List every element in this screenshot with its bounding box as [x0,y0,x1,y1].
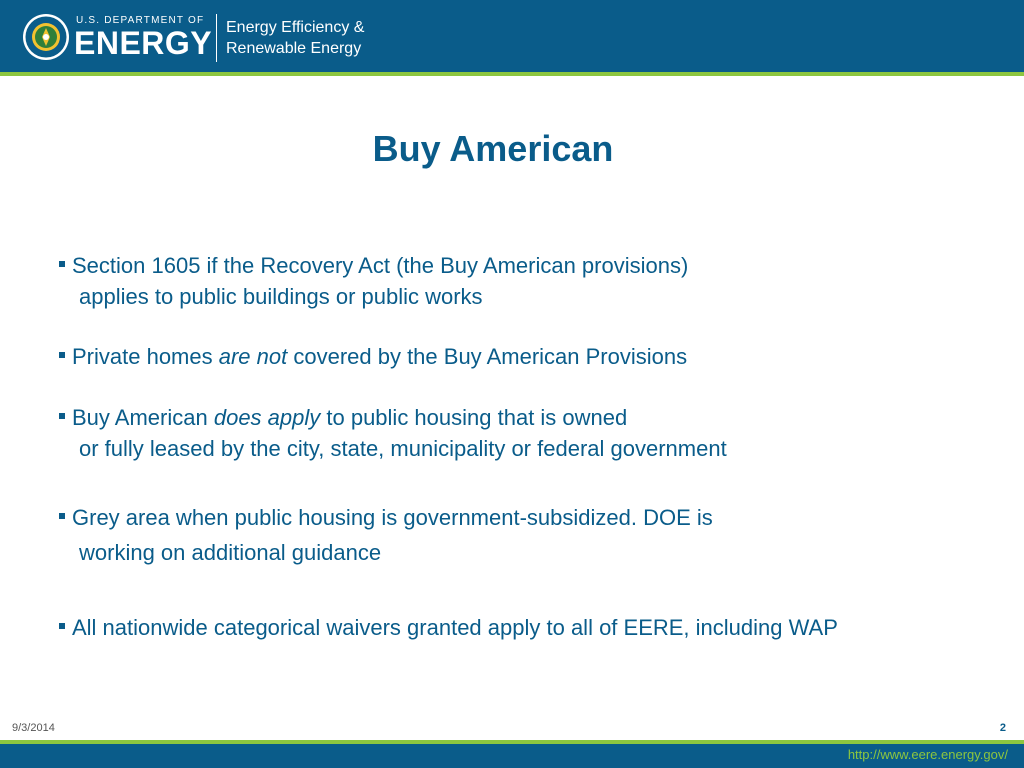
footer-url-link[interactable]: http://www.eere.energy.gov/ [847,747,1008,762]
bullet-section-1605 [59,250,688,312]
bullet-grey-area [59,502,713,568]
bullet-private-homes [59,341,687,372]
bullet-text-before: Private homes [72,344,219,369]
bullet-text-after: to public housing that is owned [320,405,628,430]
header-accent-rule [0,72,1024,76]
header-bar [0,0,1024,72]
header-divider [216,14,217,62]
bullet-text: Grey area when public housing is government-subsidized. DOE is [72,505,713,530]
bullet-text-continued: or fully leased by the city, state, municipality or federal government [79,436,727,461]
office-name [226,17,364,59]
page-number: 2 [999,722,1006,734]
doe-seal-icon [22,13,70,61]
bullet-emphasis: does apply [213,405,321,430]
bullet-marker [59,352,65,358]
bullet-text-continued: working on additional guidance [79,540,382,565]
office-name-line2: Renewable Energy [226,40,362,57]
bullet-emphasis: are not [218,344,288,369]
office-name-line1: Energy Efficiency & [226,19,365,36]
bullet-waivers [59,612,838,643]
bullet-marker [59,623,65,629]
bullet-text: Section 1605 if the Recovery Act (the Buy American provisions) [72,253,689,278]
bullet-text: All nationwide categorical waivers granted apply to all of EERE, including WAP [72,615,838,640]
bullet-marker [59,413,65,419]
bullet-public-housing [59,402,727,464]
agency-name: ENERGY [74,25,213,61]
agency-top-line: U.S. DEPARTMENT OF [76,15,205,26]
footer-date: 9/3/2014 [12,722,55,734]
bullet-marker [59,513,65,519]
bullet-text-after: covered by the Buy American Provisions [287,344,688,369]
bullet-text-continued: applies to public buildings or public works [79,284,483,309]
bullet-text-before: Buy American [72,405,214,430]
bullet-marker [59,261,65,267]
slide-title: Buy American [372,128,614,169]
